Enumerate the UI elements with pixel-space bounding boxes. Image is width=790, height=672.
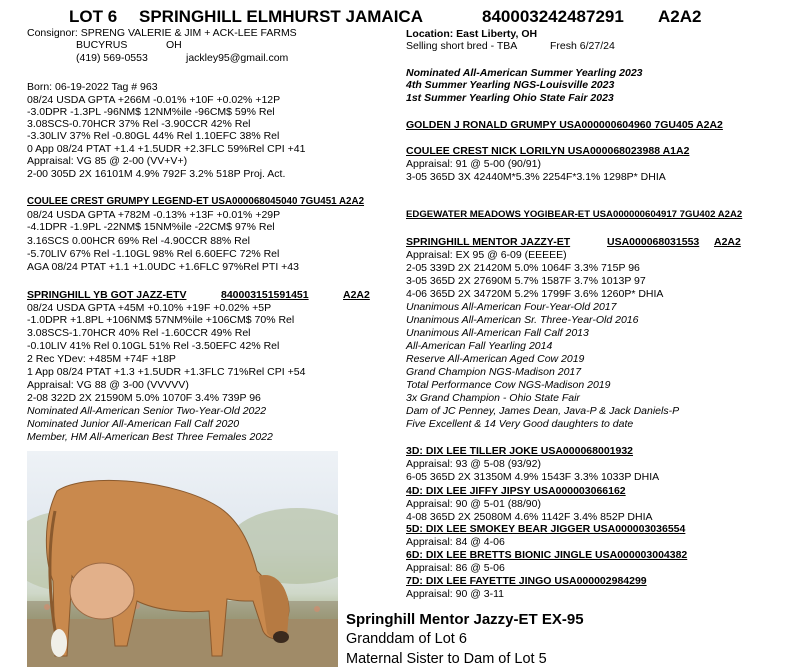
selling-terms: Selling short bred - TBA	[406, 40, 518, 52]
fresh-date: Fresh 6/27/24	[550, 40, 615, 52]
dam-award: Nominated All-American Senior Two-Year-Old 2022	[27, 405, 267, 417]
grandsire-title: GOLDEN J RONALD GRUMPY USA000000604960 7GU405 A2A2	[406, 119, 723, 131]
record-line: 2-00 305D 2X 16101M 4.9% 792F 3.2% 518P Proj. Act.	[27, 168, 286, 180]
jazzy-appraisal: Appraisal: EX 95 @ 6-09 (EEEEE)	[406, 249, 567, 261]
jazzy-record: 2-05 339D 2X 21420M 5.0% 1064F 3.3% 715P 96	[406, 262, 640, 274]
jazzy-honor: Unanimous All-American Fall Calf 2013	[406, 327, 589, 339]
jazzy-honor: Dam of JC Penney, James Dean, Java-P & Jack Daniels-P	[406, 405, 680, 417]
granddam-title: COULEE CREST NICK LORILYN USA000068023988 A1A2	[406, 145, 690, 157]
award-line: Nominated All-American Summer Yearling 2023	[406, 67, 643, 79]
cow-illustration	[27, 451, 338, 667]
caption-line: Granddam of Lot 6	[346, 631, 467, 647]
a2-status: A2A2	[658, 7, 702, 26]
generation-title: 4D: DIX LEE JIFFY JIPSY USA000003066162	[406, 485, 626, 497]
dam-appraisal: Appraisal: VG 88 @ 3-00 (VVVVV)	[27, 379, 189, 391]
award-line: 4th Summer Yearling NGS-Louisville 2023	[406, 79, 615, 91]
jazzy-honor: Unanimous All-American Four-Year-Old 2017	[406, 301, 617, 313]
dam-reg: 840003151591451	[221, 289, 309, 301]
jazzy-name: SPRINGHILL MENTOR JAZZY-ET	[406, 236, 571, 248]
jazzy-honor: Unanimous All-American Sr. Three-Year-Old 2016	[406, 314, 639, 326]
generation-title: 7D: DIX LEE FAYETTE JINGO USA000002984299	[406, 575, 647, 587]
consignor-state: OH	[166, 39, 182, 51]
damsire-title: EDGEWATER MEADOWS YOGIBEAR-ET USA000000604917 7GU402 A2A2	[406, 209, 743, 220]
sire-line: 3.16SCS 0.00HCR 69% Rel -4.90CCR 88% Rel	[27, 235, 250, 247]
granddam-appraisal: Appraisal: 91 @ 5-00 (90/91)	[406, 158, 541, 170]
generation-line: Appraisal: 86 @ 5-06	[406, 562, 505, 574]
jazzy-honor: Grand Champion NGS-Madison 2017	[406, 366, 582, 378]
sire-line: -4.1DPR -1.9PL -22NM$ 15NM%ile -22CM$ 97% Rel	[27, 221, 275, 233]
generation-line: Appraisal: 93 @ 5-08 (93/92)	[406, 458, 541, 470]
genomic-line: -3.30LIV 37% Rel -0.80GL 44% Rel 1.10EFC 38% Rel	[27, 130, 280, 142]
dam-line: 1 App 08/24 PTAT +1.3 +1.5UDR +1.3FLC 71%Rel CPI +54	[27, 366, 306, 378]
jazzy-record: 4-06 365D 2X 34720M 5.2% 1799F 3.6% 1260P* DHIA	[406, 288, 664, 300]
sire-line: AGA 08/24 PTAT +1.1 +1.0UDC +1.6FLC 97%Rel PTI +43	[27, 261, 299, 273]
dam-line: -1.0DPR +1.8PL +106NM$ 57NM%ile +106CM$ 70% Rel	[27, 314, 295, 326]
consignor-city: BUCYRUS	[76, 39, 128, 51]
dam-award: Member, HM All-American Best Three Females 2022	[27, 431, 273, 443]
generation-line: 4-08 365D 2X 25080M 4.6% 1142F 3.4% 852P DHIA	[406, 511, 653, 523]
consignor-email: jackley95@gmail.com	[186, 52, 289, 64]
dam-a2: A2A2	[343, 289, 370, 301]
generation-line: Appraisal: 84 @ 4-06	[406, 536, 505, 548]
dam-award: Nominated Junior All-American Fall Calf 2020	[27, 418, 240, 430]
caption-title: Springhill Mentor Jazzy-ET EX-95	[346, 611, 584, 628]
genomic-line: 0 App 08/24 PTAT +1.4 +1.5UDR +2.3FLC 59%Rel CPI +41	[27, 143, 306, 155]
jazzy-honor: Five Excellent & 14 Very Good daughters to date	[406, 418, 634, 430]
granddam-record: 3-05 365D 3X 42440M*5.3% 2254F*3.1% 1298P* DHIA	[406, 171, 666, 183]
jazzy-record: 3-05 365D 2X 27690M 5.7% 1587F 3.7% 1013P 97	[406, 275, 646, 287]
sale-location: Location: East Liberty, OH	[406, 28, 538, 40]
jazzy-reg: USA000068031553	[607, 236, 700, 248]
generation-line: 6-05 365D 2X 31350M 4.9% 1543F 3.3% 1033P DHIA	[406, 471, 660, 483]
cow-photo	[27, 451, 338, 667]
consignor-phone: (419) 569-0553	[76, 52, 148, 64]
consignor-line: Consignor: SPRENG VALERIE & JIM + ACK-LEE FARMS	[27, 27, 297, 39]
caption-line: Maternal Sister to Dam of Lot 5	[346, 651, 547, 667]
genomic-line: 3.08SCS-0.70HCR 37% Rel -3.90CCR 42% Rel	[27, 118, 251, 130]
genomic-line: -3.0DPR -1.3PL -96NM$ 12NM%ile -96CM$ 59% Rel	[27, 106, 275, 118]
jazzy-honor: Total Performance Cow NGS-Madison 2019	[406, 379, 611, 391]
generation-line: Appraisal: 90 @ 3-11	[406, 588, 505, 600]
dam-name: SPRINGHILL YB GOT JAZZ-ETV	[27, 289, 187, 301]
award-line: 1st Summer Yearling Ohio State Fair 2023	[406, 92, 614, 104]
jazzy-honor: 3x Grand Champion - Ohio State Fair	[406, 392, 580, 404]
born-line: Born: 06-19-2022 Tag # 963	[27, 81, 158, 93]
jazzy-honor: Reserve All-American Aged Cow 2019	[406, 353, 585, 365]
dam-line: 2 Rec YDev: +485M +74F +18P	[27, 353, 176, 365]
dam-line: 08/24 USDA GPTA +45M +0.10% +19F +0.02% +5P	[27, 302, 272, 314]
generation-title: 6D: DIX LEE BRETTS BIONIC JINGLE USA000003004382	[406, 549, 688, 561]
generation-line: Appraisal: 90 @ 5-01 (88/90)	[406, 498, 541, 510]
appraisal-line: Appraisal: VG 85 @ 2-00 (VV+V+)	[27, 155, 188, 167]
lot-number: LOT 6	[69, 7, 118, 26]
registration-number: 840003242487291	[482, 7, 624, 26]
dam-line: -0.10LIV 41% Rel 0.10GL 51% Rel -3.50EFC 42% Rel	[27, 340, 280, 352]
jazzy-a2: A2A2	[714, 236, 741, 248]
jazzy-honor: All-American Fall Yearling 2014	[406, 340, 553, 352]
dam-record: 2-08 322D 2X 21590M 5.0% 1070F 3.4% 739P 96	[27, 392, 261, 404]
generation-title: 3D: DIX LEE TILLER JOKE USA000068001932	[406, 445, 634, 457]
animal-name: SPRINGHILL ELMHURST JAMAICA	[139, 7, 423, 26]
sire-line: -5.70LIV 67% Rel -1.10GL 98% Rel 6.60EFC 72% Rel	[27, 248, 280, 260]
generation-title: 5D: DIX LEE SMOKEY BEAR JIGGER USA000003036554	[406, 523, 686, 535]
sire-line: 08/24 USDA GPTA +782M -0.13% +13F +0.01% +29P	[27, 209, 281, 221]
sire-title: COULEE CREST GRUMPY LEGEND-ET USA000068045040 7GU451 A2A2	[27, 196, 365, 207]
genomic-line: 08/24 USDA GPTA +266M -0.01% +10F +0.02% +12P	[27, 94, 281, 106]
dam-line: 3.08SCS-1.70HCR 40% Rel -1.60CCR 49% Rel	[27, 327, 251, 339]
